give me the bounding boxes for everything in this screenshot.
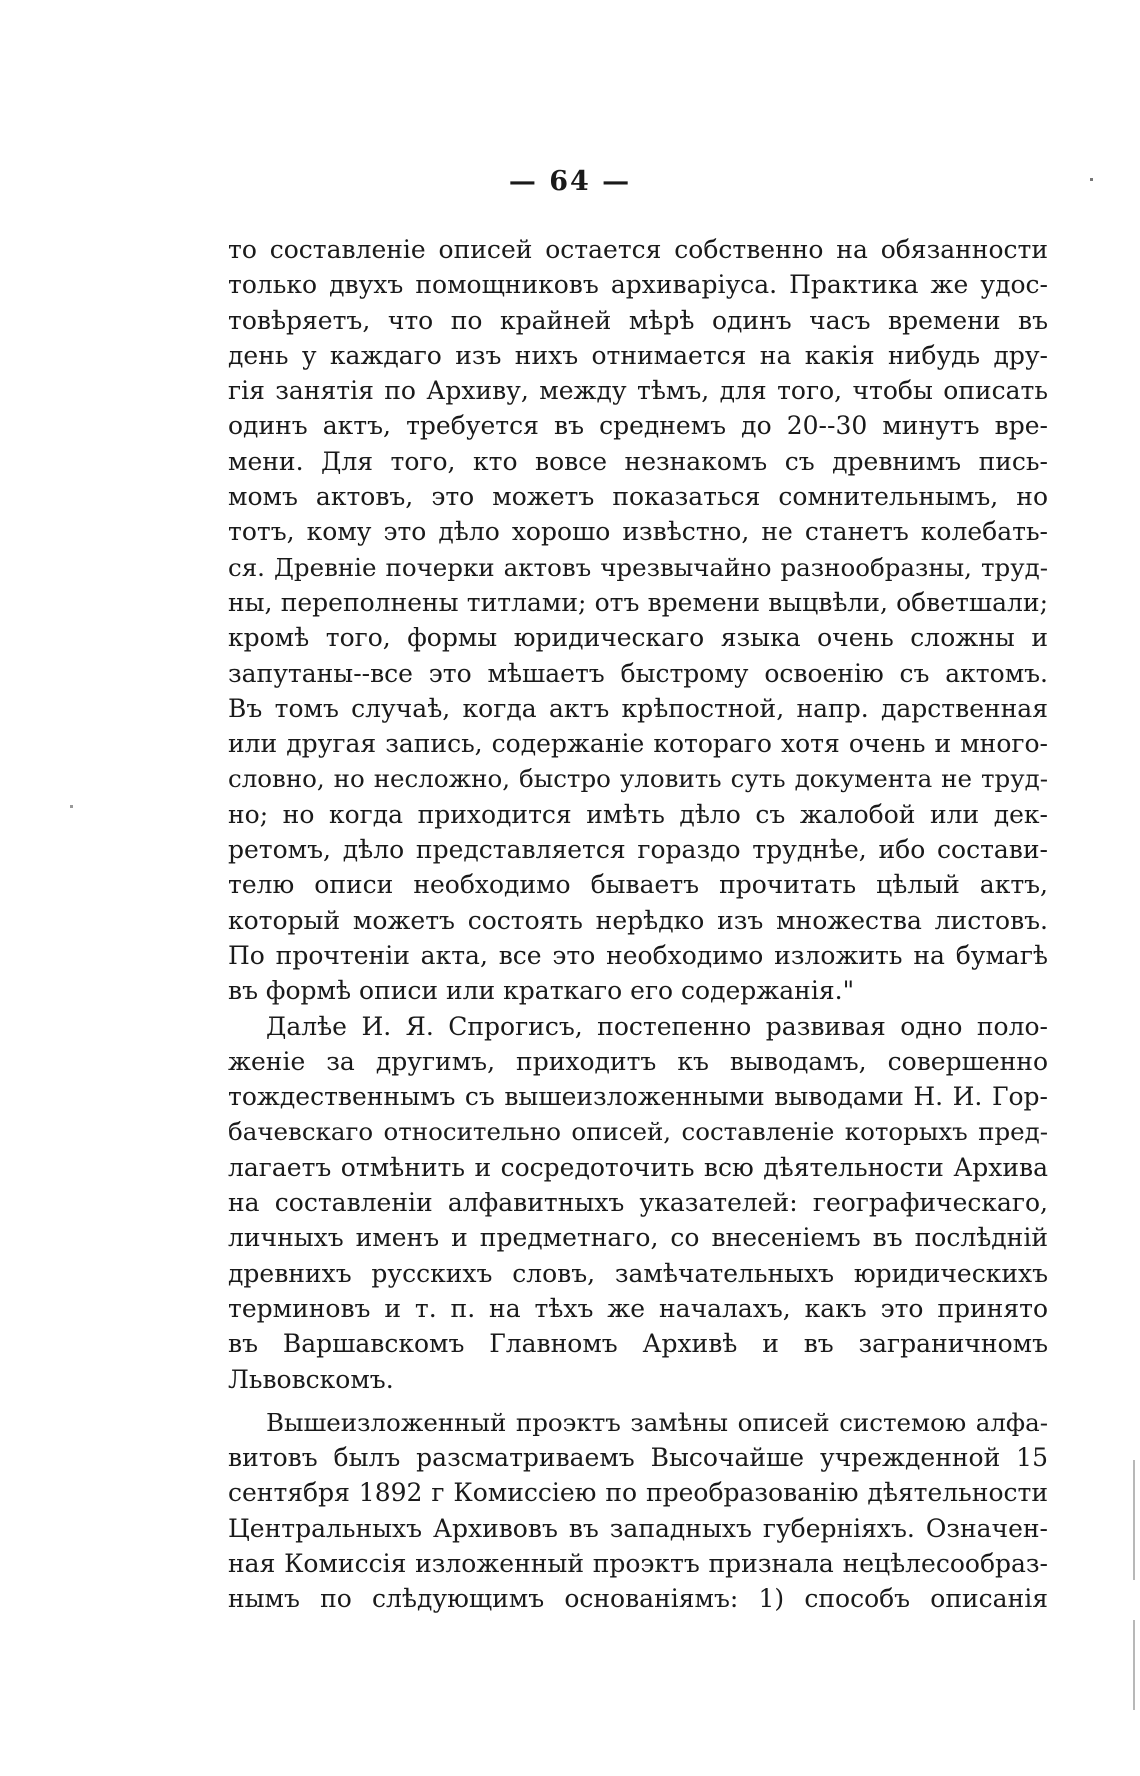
text-line: древнихъ русскихъ словъ, замѣчательныхъ юридическихъ	[228, 1258, 1048, 1288]
scan-edge-mark	[1133, 1460, 1135, 1580]
text-line: телю описи необходимо бываетъ прочитать цѣлый актъ,	[228, 870, 1048, 900]
text-line: терминовъ и т. п. на тѣхъ же началахъ, какъ это принято	[228, 1293, 1048, 1323]
text-line: товѣряетъ, что по крайней мѣрѣ одинъ часъ времени въ	[228, 305, 1048, 335]
paragraph-spacer	[228, 1397, 1048, 1405]
scan-dot-mark	[1090, 178, 1093, 181]
text-line: Далѣе И. Я. Спрогисъ, постепенно развивая одно поло-	[266, 1011, 1048, 1041]
text-line: нымъ по слѣдующимъ основаніямъ: 1) способъ описанія	[228, 1584, 1048, 1614]
text-line: момъ актовъ, это можетъ показаться сомнительнымъ, но	[228, 482, 1048, 512]
text-line: лагаетъ отмѣнить и сосредоточить всю дѣятельности Архива	[228, 1152, 1048, 1182]
text-line: день у каждаго изъ нихъ отнимается на какія нибудь дру-	[228, 340, 1048, 370]
scan-edge-mark	[1133, 1620, 1135, 1710]
text-line: Львовскомъ.	[228, 1364, 394, 1394]
text-line: только двухъ помощниковъ архиваріуса. Практика же удос-	[228, 270, 1048, 300]
text-line: гія занятія по Архиву, между тѣмъ, для того, чтобы описать	[228, 376, 1048, 406]
text-line: на составленіи алфавитныхъ указателей: географическаго,	[228, 1188, 1048, 1218]
text-line: ретомъ, дѣло представляется гораздо труднѣе, ибо состави-	[228, 835, 1048, 865]
text-line: тотъ, кому это дѣло хорошо извѣстно, не станетъ колебать-	[228, 517, 1048, 547]
body-text	[228, 232, 1048, 1617]
text-line: но; но когда приходится имѣть дѣло съ жалобой или дек-	[228, 799, 1048, 829]
paragraph	[228, 232, 1048, 1009]
text-line: ная Комиссія изложенный проэктъ признала нецѣлесообраз-	[228, 1548, 1048, 1578]
text-line: кромѣ того, формы юридическаго языка очень сложны и	[228, 623, 1048, 653]
paragraph	[228, 1009, 1048, 1397]
text-line: сентября 1892 г Комиссіею по преобразованію дѣятельности	[228, 1478, 1048, 1508]
text-line: въ формѣ описи или краткаго его содержанія."	[228, 976, 855, 1006]
text-line: въ Варшавскомъ Главномъ Архивѣ и въ заграничномъ	[228, 1329, 1048, 1359]
text-line: Въ томъ случаѣ, когда актъ крѣпостной, напр. дарственная	[228, 693, 1048, 723]
text-line: тождественнымъ съ вышеизложенными выводами Н. И. Гор-	[228, 1082, 1048, 1112]
text-line: ны, переполнены титлами; отъ времени выцвѣли, обветшали;	[228, 587, 1048, 617]
text-line: бачевскаго относительно описей, составленіе которыхъ пред-	[228, 1117, 1048, 1147]
text-line: мени. Для того, кто вовсе незнакомъ съ древнимъ пись-	[228, 446, 1048, 476]
text-line: ся. Древніе почерки актовъ чрезвычайно разнообразны, труд-	[228, 552, 1048, 582]
paragraph	[228, 1405, 1048, 1617]
text-line: или другая запись, содержаніе котораго хотя очень и много-	[228, 729, 1048, 759]
text-line: Центральныхъ Архивовъ въ западныхъ губерніяхъ. Означен-	[228, 1513, 1048, 1543]
text-line: одинъ актъ, требуется въ среднемъ до 20--30 минутъ вре-	[228, 411, 1048, 441]
text-line: Вышеизложенный проэктъ замѣны описей системою алфа-	[266, 1407, 1048, 1437]
text-line: По прочтеніи акта, все это необходимо изложить на бумагѣ	[228, 940, 1048, 970]
page-number: — 64 —	[508, 166, 632, 197]
text-line: который можетъ состоять нерѣдко изъ множества листовъ.	[228, 905, 1048, 935]
text-line: личныхъ именъ и предметнаго, со внесеніемъ въ послѣдній	[228, 1223, 1048, 1253]
text-line: женіе за другимъ, приходитъ къ выводамъ, совершенно	[228, 1046, 1048, 1076]
scan-dot-mark	[70, 805, 73, 808]
text-line: словно, но несложно, быстро уловить суть документа не труд-	[228, 764, 1048, 794]
text-line: витовъ былъ разсматриваемъ Высочайше учрежденной 15	[228, 1443, 1048, 1473]
text-line: запутаны--все это мѣшаетъ быстрому освоенію съ актомъ.	[228, 658, 1048, 688]
text-line: то составленіе описей остается собственно на обязанности	[228, 235, 1048, 264]
